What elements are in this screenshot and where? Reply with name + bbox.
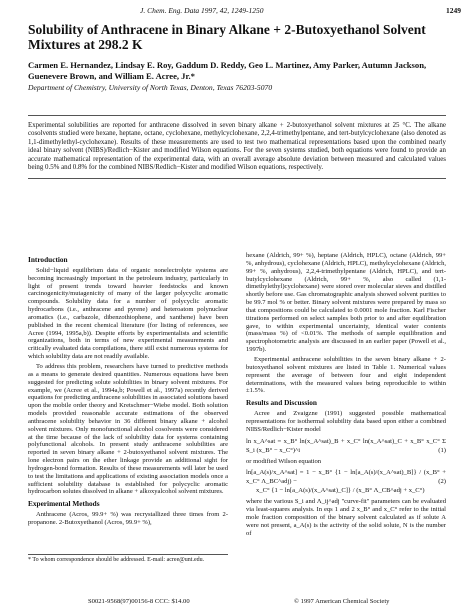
page-number: 1249 <box>446 6 461 15</box>
introduction-heading: Introduction <box>28 255 68 264</box>
right-column <box>246 252 446 540</box>
results-heading: Results and Discussion <box>246 398 317 408</box>
methods-paragraph: Anthracene (Acros, 99.9+ %) was recrystallized three times from 2-propanone. 2-Butoxyethanol (Acros, 99.9+ %), <box>28 511 228 526</box>
footnote: * To whom correspondence should be addressed. E-mail: acree@unt.edu. <box>28 554 228 564</box>
materials-paragraph: hexane (Aldrich, 99+ %), heptane (Aldrich, HPLC), octane (Aldrich, 99+ %, anhydrous), cyclohexane (Aldrich, HPLC), methylcyclohexane (Aldrich, 99+ %, anhydrous), 2,2,4-trimethylpentane (Aldrich, HPLC), and tert-butylcyclohexane (Aldrich, 99+ %, also called (1,1-dimethylethyl)cyclohexane) were stored over molecular sieves and distilled shortly before use. Gas chromatographic analysis showed solvent purities to be 99.7 mol % or better. Binary solvent mixtures were prepared by mass so that compositions could be calculated to 0.0001 mole fraction. Karl Fischer titrations performed on select samples both prior to and after equilibration gave, to within experimental uncertainty, identical water contents (mass/mass %) of <0.01%. The methods of sample equilibration and spectrophotometric analysis are discussed in an earlier paper (Powell et al., 1997b). <box>246 252 446 354</box>
article-title: Solubility of Anthracene in Binary Alkane + 2-Butoxyethanol Solvent Mixtures at 298.2 K <box>28 22 426 52</box>
equation-2-number: (2) <box>438 478 446 486</box>
discussion-paragraph: Acree and Zvaigzne (1991) suggested possible mathematical representations for isothermal solubility data based upon either a combined NIBS/Redlich−Kister model <box>246 410 446 433</box>
results-paragraph: Experimental anthracene solubilities in the seven binary alkane + 2-butoxyethanol solvent mixtures are listed in Table 1. Numerical values represent the average of between four and eight independent determinations, with the measured values being reproducible to within ±1.5%. <box>246 355 446 395</box>
definitions-paragraph: where the various S_i and Λ_ij^adj "curve-fit" parameters can be evaluated via least-squares analysis. In eqs 1 and 2 x_B° and x_C° refer to the initial mole fraction composition of the binary solvent calculated as if solute A were not present, a_A(s) is the activity of the solid solute, N is the number of <box>246 498 446 537</box>
abstract: Experimental solubilities are reported for anthracene dissolved in seven binary alkane + 2-butoxyethanol solvent mixtures at 25 °C. The alkane cosolvents studied were hexane, heptane, octane, cyclohexane, methylcyclohexane, 2,2,4-trimethylpentane, and tert-butylcyclohexane (also denoted as 1,1-dimethylethyl-cyclohexane). Results of these measurements are used to test two mathematical representations based upon the combined nearly ideal binary solvent (NIBS)/Redlich−Kister and modified Wilson equations. For the seven systems studied, both equations were found to provide an accurate mathematical representation of the experimental data, with an overall average absolute deviation between measured and calculated values being 0.5% and 0.8% for the combined NIBS/Redlich−Kister and modified Wilson equations, respectively. <box>28 115 446 179</box>
equation-2-line-1: ln[a_A(s)/x_A^sat] = 1 − x_B° {1 − ln[a_A(s)/(x_A^sat)_B]} / (x_B° + x_C° Λ_BC^adj) − <box>246 469 446 486</box>
equation-1 <box>246 437 446 455</box>
equation-1-number: (1) <box>438 446 446 454</box>
affiliation: Department of Chemistry, University of North Texas, Denton, Texas 76203-5070 <box>28 83 273 92</box>
equation-1-body: ln x_A^sat = x_B° ln(x_A^sat)_B + x_C° ln(x_A^sat)_C + x_B° x_C° Σ S_i (x_B° − x_C°)^i <box>246 437 446 454</box>
or-text: or modified Wilson equation <box>246 457 322 465</box>
author-list: Carmen E. Hernandez, Lindsay E. Roy, Gaddum D. Reddy, Geo L. Martinez, Amy Parker, Autumn Jackson, Guenevere Brown, and William E. Acree, Jr.* <box>28 60 427 81</box>
methods-heading: Experimental Methods <box>28 499 100 509</box>
equation-2-line-2: x_C° {1 − ln[a_A(s)/(x_A^sat)_C]} / (x_B° Λ_CB^adj + x_C°) <box>256 487 425 495</box>
intro-paragraph: Solid−liquid equilibrium data of organic nonelectrolyte systems are becoming increasingly important in the petroleum industry, particularly in light of present trends toward heavier feedstocks and known carcinogenicity/mutagenicity of many of the larger polycyclic aromatic compounds. Solubility data for a number of polycyclic aromatic hydrocarbons (i.e., anthracene and pyrene) and heteroatom polynuclear aromatics (i.e., carbazole, dibenzothiophene, and xanthene) have been published in the recent chemical literature (for listing of references, see Acree (1994, 1995a,b)). Despite efforts by experimentalists and scientific organizations, both in terms of new experimental measurements and critically evaluated data compilations, there still exist numerous systems for which solubility data are not readily available. <box>28 266 228 361</box>
journal-citation: J. Chem. Eng. Data 1997, 42, 1249-1250 <box>140 6 264 15</box>
intro-paragraph: To address this problem, researchers have turned to predictive methods as a means to generate desired quantities. Numerous equations have been suggested for predicting solute solubilities in binary solvent mixtures. For example, we (Acree et al., 1994a,b; Powell et al., 1997a) recently derived equations for predicting anthracene solubilities in associated solutions based upon the mobile order theory and Kretschmer−Wiebe model. Both solution models provided reasonable accurate estimations of the observed anthracene solubility behavior in 36 different binary alkane + alcohol solvent mixtures. Only monofunctional alcohol cosolvents were considered at the time because of the lack of solubility data for systems containing polyfunctional alcohols. In present study anthracene solubilities are reported in seven binary alkane + 2-butoxyethanol solvent mixtures. The lone electron pairs on the ether linkage provide an additional sight for hydrogen-bond formation. Results of these measurements will later be used to test the limitations and applications of existing association models once a sufficient solubility database is established for polycyclic aromatic hydrocarbon solutes dissolved in alkane + alkoxyalcohol solvent mixtures. <box>28 362 228 496</box>
left-column <box>28 252 228 529</box>
equation-2 <box>246 468 446 495</box>
copyright: © 1997 American Chemical Society <box>294 598 390 605</box>
article-code: S0021-9568(97)00156-8 CCC: $14.00 <box>88 598 190 605</box>
